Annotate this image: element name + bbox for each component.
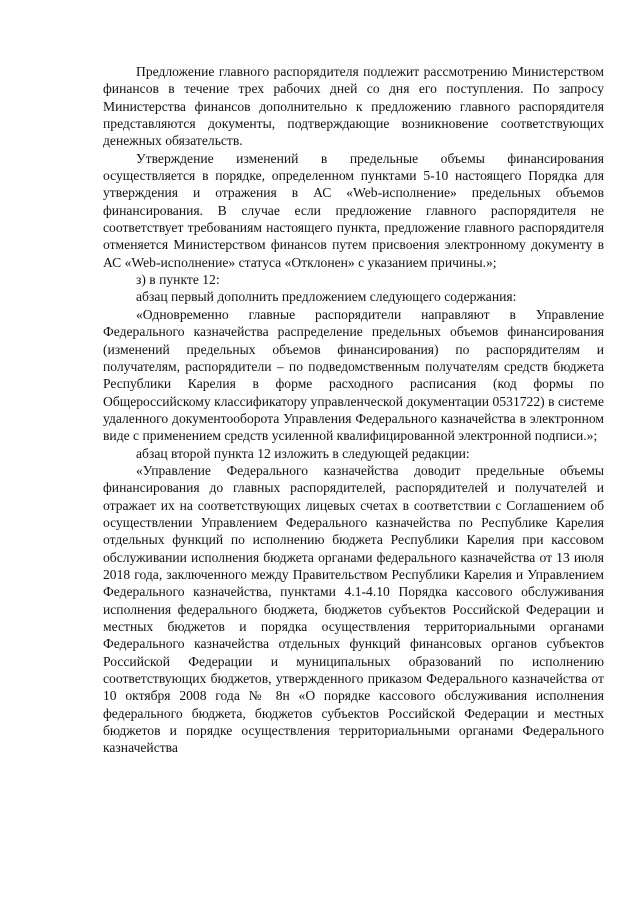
paragraph-proposal-review: Предложение главного распорядителя подлежит рассмотрению Министерством финансов в течение трех рабочих дней со дня его поступления. По запросу Министерства финансов дополнительно к предложению главного распорядителя представляются документы, подтверждающие возникновение соответствующих денежных обязательств. bbox=[103, 64, 604, 149]
paragraph-item-z-heading: з) в пункте 12: bbox=[136, 272, 220, 288]
paragraph-distribution-quote: «Одновременно главные распорядители направляют в Управление Федерального казначейства распределение предельных объемов финансирования (изменений предельных объемов финансирования) по распорядителям и получателям, распорядители – по подведомственным получателям средств бюджета Республики Карелия в форме расходного расписания (код формы по Общероссийскому классификатору управленческой документации 0531722) в системе удаленного документооборота Управления Федерального казначейства в электронном виде с применением средств усиленной квалифицированной электронной подписи.»; bbox=[103, 306, 604, 444]
paragraph-amend-second-clause: абзац второй пункта 12 изложить в следующей редакции: bbox=[136, 445, 470, 461]
paragraph-limits-approval: Утверждение изменений в предельные объемы финансирования осуществляется в порядке, определенном пунктами 5-10 настоящего Порядка для утверждения и отражения в АС «Web-исполнение» предельных объемов финансирования. В случае если предложение главного распорядителя не соответствует требованиям настоящего пункта, предложение главного распорядителя отменяется Министерством финансов путем присвоения электронному документу в АС «Web-исполнение» статуса «Отклонен» с указанием причины.»; bbox=[103, 150, 604, 270]
document-body bbox=[103, 63, 604, 757]
paragraph-amend-first-clause: абзац первый дополнить предложением следующего содержания: bbox=[136, 289, 517, 305]
paragraph-treasury-quote: «Управление Федерального казначейства доводит предельные объемы финансирования до главных распорядителей, распорядителей и получателей и отражает их на соответствующих лицевых счетах в соответствии с Соглашением об осуществлении Управлением Федерального казначейства по Республике Карелия отдельных функций по исполнению бюджета Республики Карелия при кассовом обслуживании исполнения бюджета органами федерального казначейства от 13 июля 2018 года, заключенного между Правительством Республики Карелия и Управлением Федерального казначейства, пунктами 4.1-4.10 Порядка кассового обслуживания исполнения федерального бюджета, бюджетов субъектов Российской Федерации и местных бюджетов и порядка осуществления территориальными органами Федерального казначейства отдельных функций финансовых органов субъектов Российской Федерации и муниципальных образований по исполнению соответствующих бюджетов, утвержденного приказом Федерального казначейства от 10 октября 2008 года № 8н «О порядке кассового обслуживания исполнения федерального бюджета, бюджетов субъектов Российской Федерации и местных бюджетов и порядке осуществления территориальными органами Федерального казначейства bbox=[103, 462, 604, 756]
